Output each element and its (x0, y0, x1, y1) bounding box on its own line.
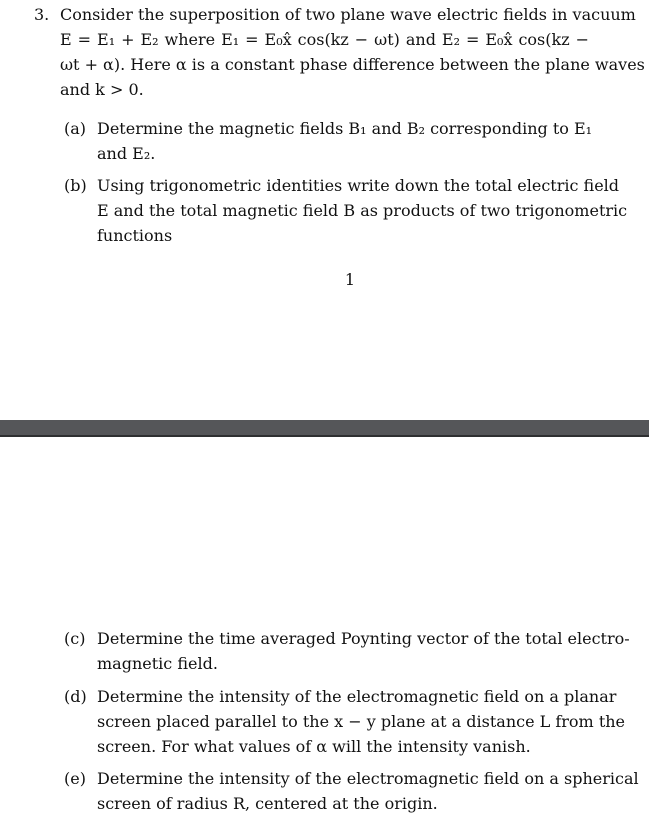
part-c-line-2: magnetic field. (97, 654, 218, 673)
part-b-line-1: Using trigonometric identities write down the total electric field (97, 176, 620, 195)
part-a-line-1: Determine the magnetic fields B₁ and B₂ corresponding to E₁ (97, 119, 593, 138)
page-number: 1 (344, 270, 356, 289)
part-e-line-2: screen of radius R, centered at the origin. (97, 794, 438, 813)
part-b-line-2: E and the total magnetic field B as products of two trigonometric (97, 201, 628, 220)
part-b-line-3: functions (97, 226, 173, 245)
page-2 (0, 437, 649, 827)
part-d-line-1: Determine the intensity of the electromagnetic field on a planar (97, 687, 617, 706)
part-b-label: (b) (64, 176, 87, 195)
part-c-label: (c) (64, 629, 86, 648)
part-c-line-1: Determine the time averaged Poynting vector of the total electro- (97, 629, 630, 648)
page-separator (0, 420, 649, 437)
problem-number: 3. (34, 5, 50, 24)
part-a-label: (a) (64, 119, 87, 138)
intro-line-1: Consider the superposition of two plane wave electric fields in vacuum (60, 5, 636, 24)
intro-line-3: ωt + α). Here α is a constant phase difference between the plane waves (60, 55, 645, 74)
part-d-line-2: screen placed parallel to the x − y plane at a distance L from the (97, 712, 626, 731)
part-e-label: (e) (64, 769, 86, 788)
intro-line-4: and k > 0. (60, 80, 144, 99)
part-e-line-1: Determine the intensity of the electromagnetic field on a spherical (97, 769, 639, 788)
part-d-label: (d) (64, 687, 87, 706)
part-a-line-2: and E₂. (97, 144, 156, 163)
intro-line-2: E = E₁ + E₂ where E₁ = E₀x̂ cos(kz − ωt) and E₂ = E₀x̂ cos(kz − (60, 30, 589, 49)
part-d-line-3: screen. For what values of α will the intensity vanish. (97, 737, 531, 756)
